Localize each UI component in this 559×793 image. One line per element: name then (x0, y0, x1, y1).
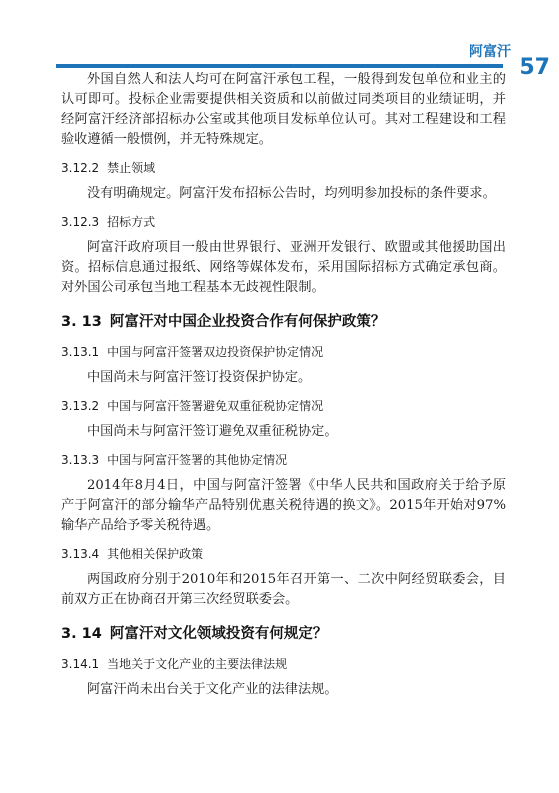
header-rule (56, 64, 503, 68)
subheading-number: 3.13.3 (61, 453, 100, 467)
paragraph-other-policies: 两国政府分别于2010年和2015年召开第一、二次中阿经贸联委会，目前双方正在协商召开第三次经贸联委会。 (61, 572, 506, 607)
subheading-title: 当地关于文化产业的主要法律法规 (107, 657, 288, 671)
subheading-number: 3.13.4 (61, 547, 100, 561)
subheading-3-13-3 (61, 452, 506, 468)
subheading-3-13-1 (61, 344, 506, 360)
subheading-title: 中国与阿富汗签署双边投资保护协定情况 (107, 345, 324, 359)
subheading-number: 3.13.2 (61, 399, 100, 413)
paragraph-culture-laws: 阿富汗尚未出台关于文化产业的法律法规。 (87, 682, 338, 697)
subheading-title: 中国与阿富汗签署的其他协定情况 (107, 453, 288, 467)
page-body (61, 70, 506, 700)
running-header-title: 阿富汗 (469, 44, 511, 60)
paragraph-investment-protection: 中国尚未与阿富汗签订投资保护协定。 (87, 370, 312, 385)
subheading-title: 禁止领域 (107, 161, 156, 175)
subheading-title: 招标方式 (107, 215, 156, 229)
section-number: 3. 14 (61, 626, 102, 642)
subheading-number: 3.12.2 (61, 161, 100, 175)
paragraph-double-taxation: 中国尚未与阿富汗签订避免双重征税协定。 (87, 424, 338, 439)
subheading-number: 3.12.3 (61, 215, 100, 229)
section-title: 阿富汗对中国企业投资合作有何保护政策？ (109, 314, 386, 330)
section-heading-3-14 (61, 624, 506, 644)
section-number: 3. 13 (61, 314, 102, 330)
subheading-number: 3.14.1 (61, 657, 100, 671)
subheading-3-13-4 (61, 546, 506, 562)
paragraph-prohibited-fields: 没有明确规定。阿富汗发布招标公告时，均列明参加投标的条件要求。 (87, 186, 496, 201)
section-title: 阿富汗对文化领域投资有何规定？ (109, 626, 328, 642)
page-number: 57 (519, 55, 550, 80)
paragraph-other-agreements: 2014年8月4日，中国与阿富汗签署《中华人民共和国政府关于给予原产于阿富汗的部分输华产品特别优惠关税待遇的换文》。2015年开始对97%输华产品给予零关税待遇。 (61, 478, 506, 533)
paragraph-tender-method: 阿富汗政府项目一般由世界银行、亚洲开发银行、欧盟或其他援助国出资。招标信息通过报纸、网络等媒体发布，采用国际招标方式确定承包商。对外国公司承包当地工程基本无歧视性限制。 (61, 240, 506, 295)
subheading-title: 中国与阿富汗签署避免双重征税协定情况 (107, 399, 324, 413)
paragraph-tender-qualification: 外国自然人和法人均可在阿富汗承包工程，一般得到发包单位和业主的认可即可。投标企业需要提供相关资质和以前做过同类项目的业绩证明，并经阿富汗经济部招标办公室或其他项目发标单位认可。其对工程建设和工程验收遵循一般惯例，并无特殊规定。 (61, 72, 506, 147)
subheading-title: 其他相关保护政策 (107, 547, 204, 561)
subheading-3-12-3 (61, 214, 506, 230)
section-heading-3-13 (61, 312, 506, 332)
subheading-3-14-1 (61, 656, 506, 672)
subheading-3-12-2 (61, 160, 506, 176)
subheading-number: 3.13.1 (61, 345, 100, 359)
subheading-3-13-2 (61, 398, 506, 414)
